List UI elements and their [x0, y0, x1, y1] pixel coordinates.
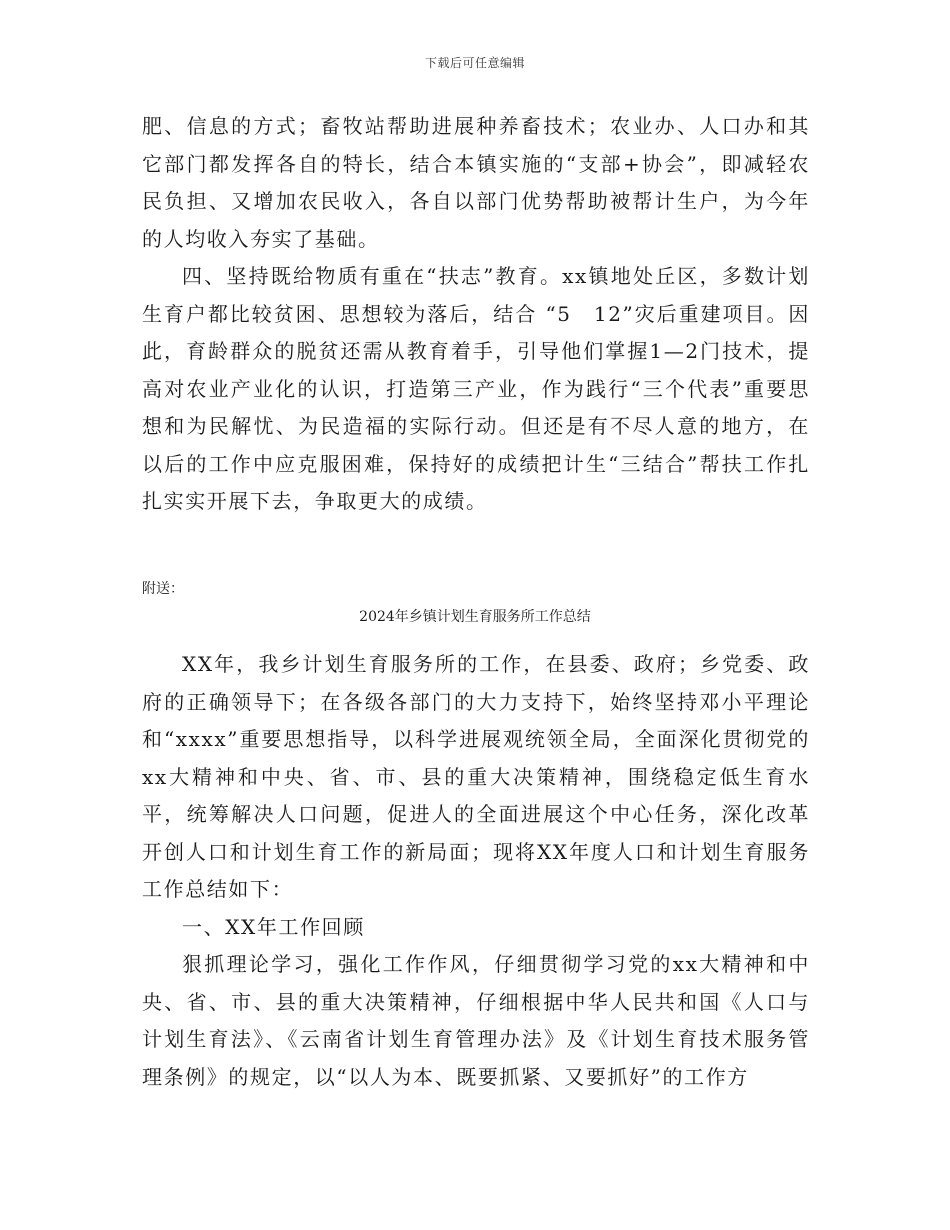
page-header-note: 下载后可任意编辑: [424, 56, 525, 70]
paragraph-intro: XX年，我乡计划生育服务所的工作，在县委、政府；乡党委、政府的正确领导下；在各级各部门的大力支持下，始终坚持邓小平理论和“xxxx”重要思想指导，以科学进展观统领全局，全面深化贯彻党的xx大精神和中央、省、市、县的重大决策精神，围绕稳定低生育水平，统筹解决人口问题，促进人的全面进展这个中心任务，深化改革开创人口和计划生育工作的新局面；现将XX年度人口和计划生育服务工作总结如下：: [142, 652, 810, 901]
section-2-body: [142, 646, 810, 1096]
section-1-body: [142, 108, 810, 521]
section-heading-review: 一、XX年工作回顾: [182, 914, 365, 939]
attachment-label: 附送：: [142, 581, 184, 597]
attachment-title: 2024年乡镇计划生育服务所工作总结: [359, 609, 591, 625]
paragraph-four: 四、坚持既给物质有重在“扶志”教育。xx镇地处丘区，多数计划生育户都比较贫困、思想较为落后，结合 “5 12”灾后重建项目。因此，育龄群众的脱贫还需从教育着手，引导他们掌握1—2门技术，提高对农业产业化的认识，打造第三产业，作为践行“三个代表”重要思想和为民解忧、为民造福的实际行动。但还是有不尽人意的地方，在以后的工作中应克服困难，保持好的成绩把计生“三结合”帮扶工作扎扎实实开展下去，争取更大的成绩。: [142, 264, 810, 513]
paragraph-theory-study: 狠抓理论学习，强化工作作风，仔细贯彻学习党的xx大精神和中央、省、市、县的重大决策精神，仔细根据中华人民共和国《人口与计划生育法》、《云南省计划生育管理办法》及《计划生育技术服务管理条例》的规定，以“以人为本、既要抓紧、又要抓好”的工作方: [142, 952, 810, 1089]
paragraph-continuation: 肥、信息的方式；畜牧站帮助进展种养畜技术；农业办、人口办和其它部门都发挥各自的特长，结合本镇实施的“支部+协会”，即减轻农民负担、又增加农民收入，各自以部门优势帮助被帮计生户，为今年的人均收入夯实了基础。: [142, 114, 810, 251]
